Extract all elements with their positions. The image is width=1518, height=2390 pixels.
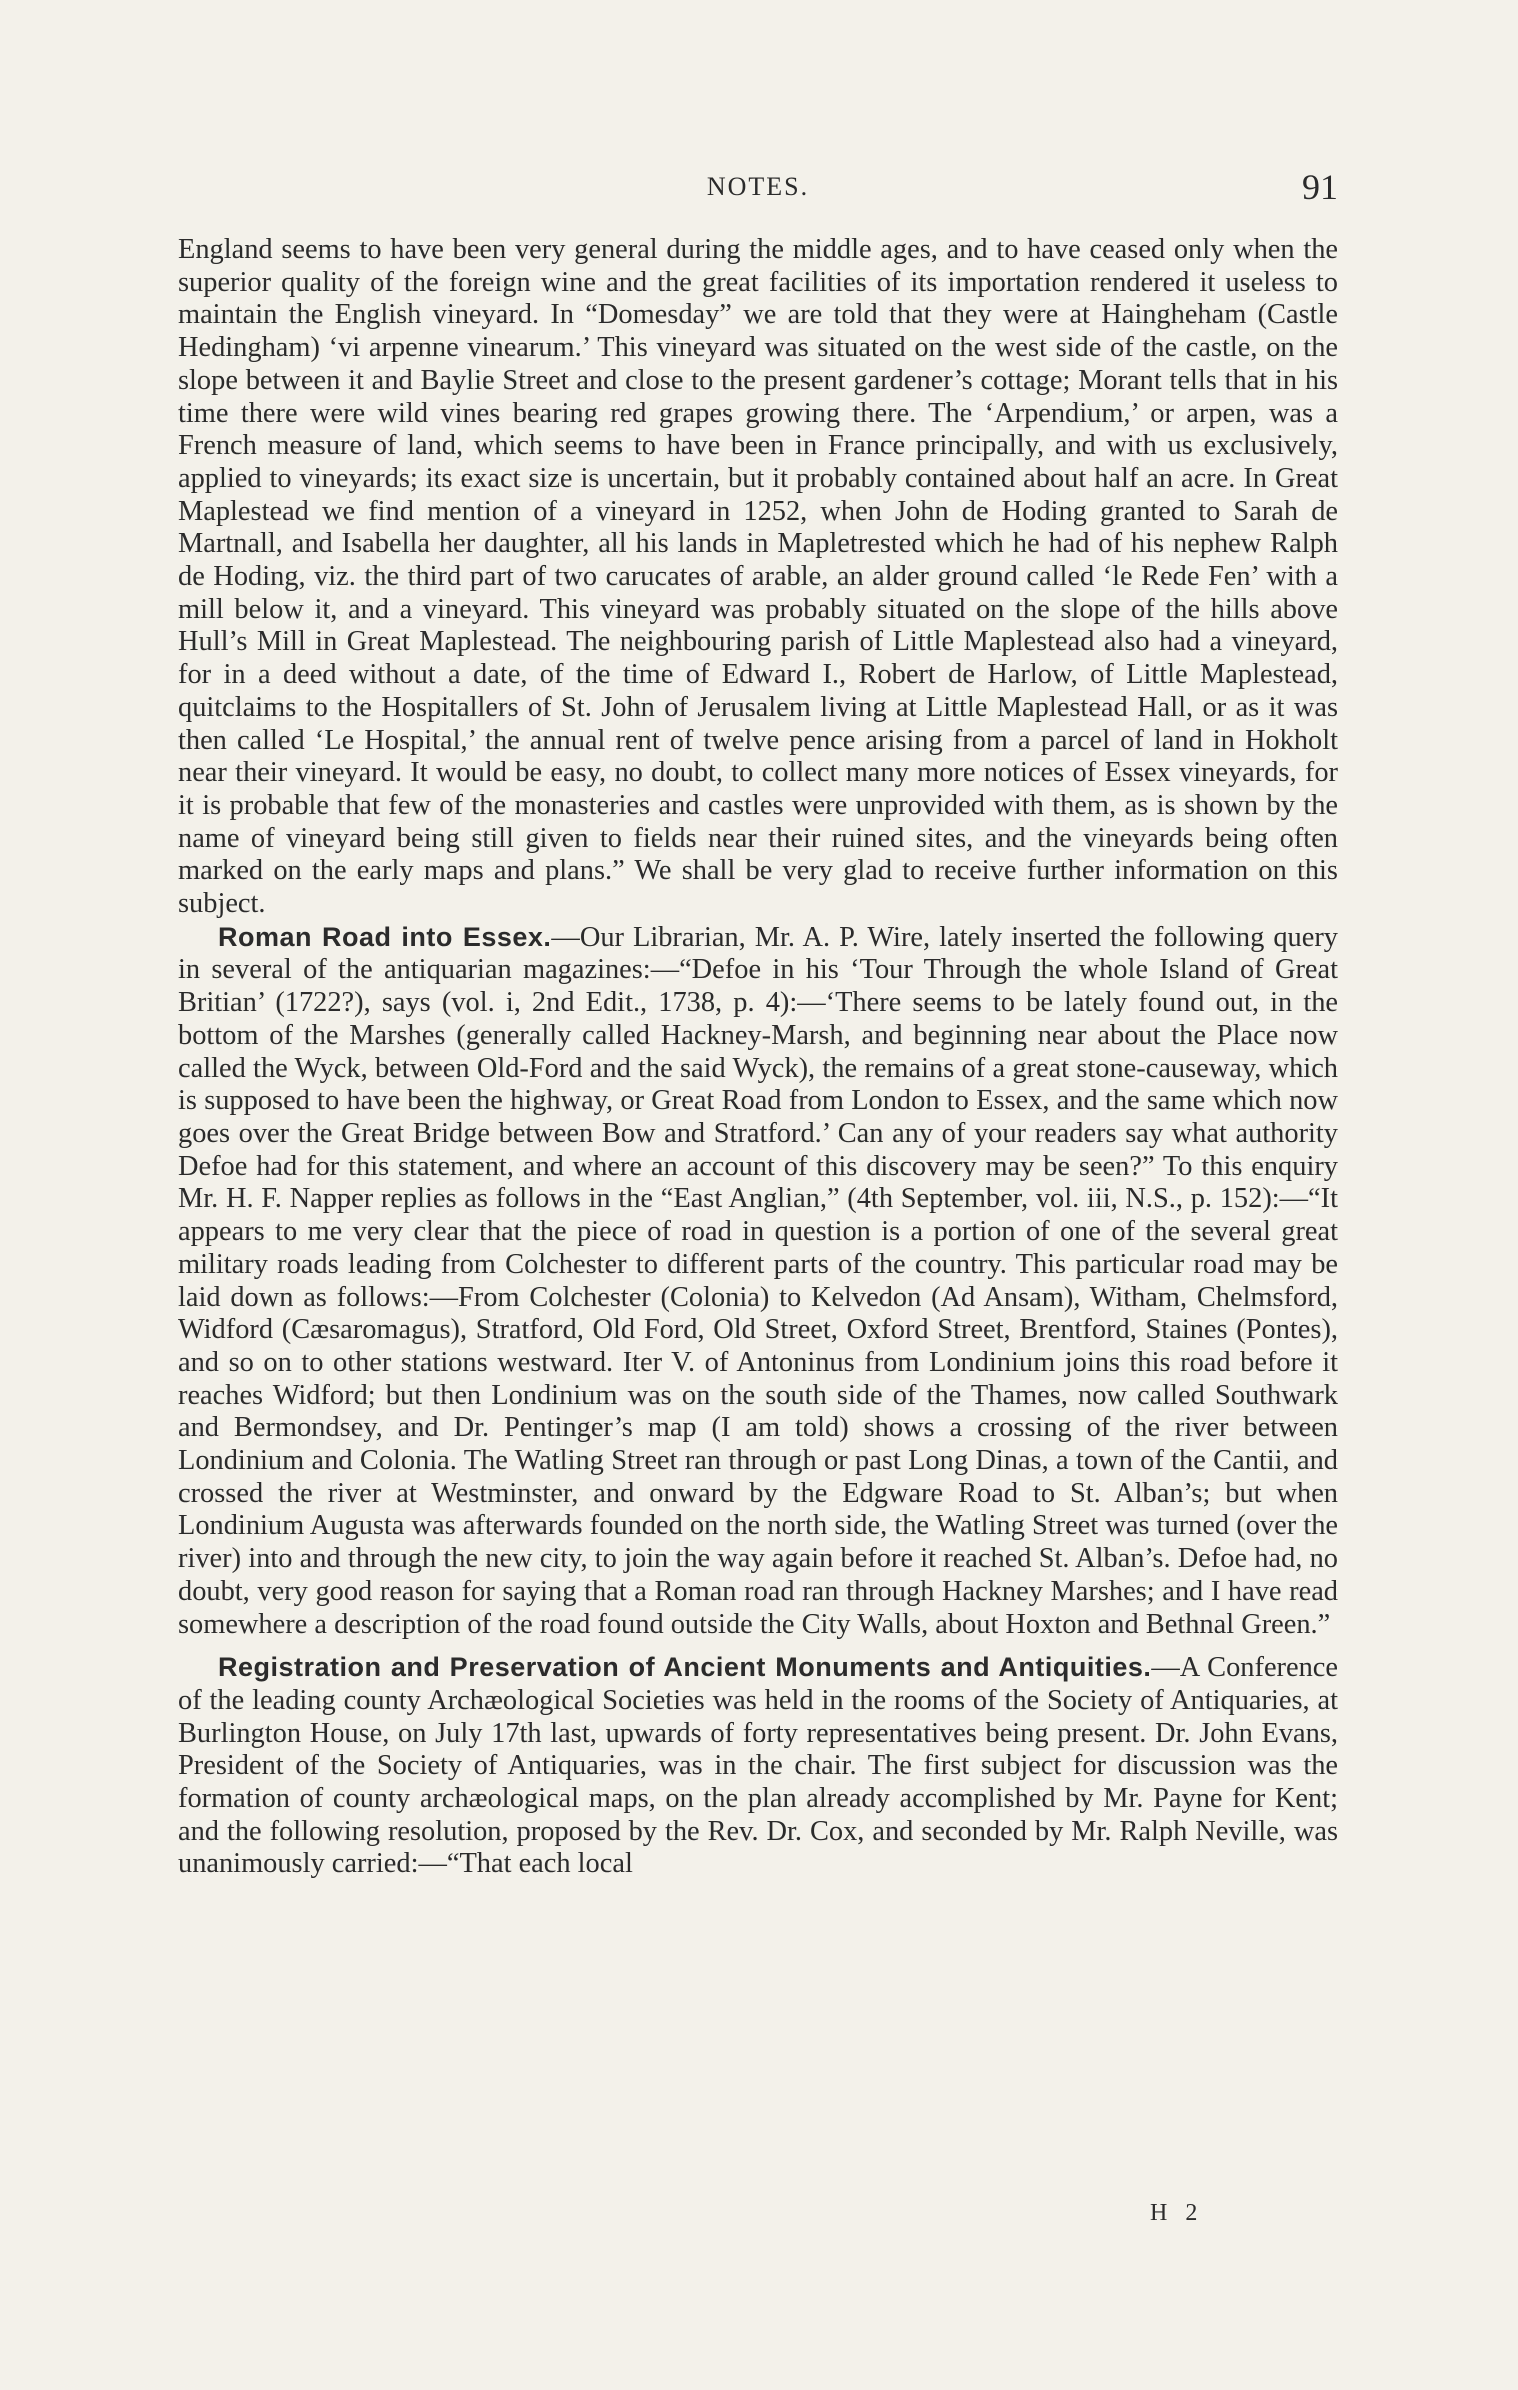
running-head-title: NOTES. <box>706 172 810 201</box>
section-heading-roman-road: Roman Road into Essex. <box>218 921 552 952</box>
section-registration <box>178 1651 1338 1881</box>
body-text <box>178 234 1338 1881</box>
paragraph-vineyards: England seems to have been very general during the middle ages, and to have ceased only when the superior quality of the foreign wine and the great facilities of its importation rendered it useless to maintain the English vineyard. In “Domesday” we are told that they were at Haingheham (Castle Hedingham) ‘vi arpenne vinearum.’ This vineyard was situated on the west side of the castle, on the slope between it and Baylie Street and close to the present gardener’s cottage; Morant tells that in his time there were wild vines bearing red grapes growing there. The ‘Arpendium,’ or arpen, was a French measure of land, which seems to have been in France principally, and with us exclusively, applied to vineyards; its exact size is uncertain, but it probably contained about half an acre. In Great Maplestead we find mention of a vineyard in 1252, when John de Hoding granted to Sarah de Martnall, and Isabella her daughter, all his lands in Mapletrested which he had of his nephew Ralph de Hoding, viz. the third part of two carucates of arable, an alder ground called ‘le Rede Fen’ with a mill below it, and a vineyard. This vineyard was probably situated on the slope of the hills above Hull’s Mill in Great Maplestead. The neighbouring parish of Little Maplestead also had a vineyard, for in a deed without a date, of the time of Edward I., Robert de Harlow, of Little Maplestead, quitclaims to the Hospitallers of St. John of Jerusalem living at Little Maplestead Hall, or as it was then called ‘Le Hospital,’ the annual rent of twelve pence arising from a parcel of land in Hokholt near their vineyard. It would be easy, no doubt, to collect many more notices of Essex vineyards, for it is probable that few of the monasteries and castles were unprovided with them, as is shown by the name of vineyard being still given to fields near their ruined sites, and the vineyards being often marked on the early maps and plans.” We shall be very glad to receive further information on this subject. <box>178 234 1338 920</box>
section-heading-registration: Registration and Preservation of Ancient Monuments and Antiquities. <box>218 1652 1152 1683</box>
signature-mark: H 2 <box>1150 2200 1204 2226</box>
section-roman-road <box>178 921 1338 1641</box>
section-body-registration: —A Conference of the leading county Archæological Societies was held in the rooms of the Society of Antiquaries, at Burlington House, on July 17th last, upwards of forty representatives being present. Dr. John Evans, President of the Society of Antiquaries, was in the chair. The first subject for discussion was the formation of county archæological maps, on the plan already accomplished by Mr. Payne for Kent; and the following resolution, proposed by the Rev. Dr. Cox, and seconded by Mr. Ralph Neville, was unanimously carried:—“That each local <box>178 1652 1338 1880</box>
running-head <box>178 166 1338 210</box>
section-body-roman-road: —Our Librarian, Mr. A. P. Wire, lately inserted the following query in several of the antiquarian magazines:—“Defoe in his ‘Tour Through the whole Island of Great Britian’ (1722?), says (vol. i, 2nd Edit., 1738, p. 4):—‘There seems to be lately found out, in the bottom of the Marshes (generally called Hackney-Marsh, and beginning near about the Place now called the Wyck, between Old-Ford and the said Wyck), the remains of a great stone-causeway, which is supposed to have been the highway, or Great Road from London to Essex, and the same which now goes over the Great Bridge between Bow and Stratford.’ Can any of your readers say what authority Defoe had for this statement, and where an account of this discovery may be seen?” To this enquiry Mr. H. F. Napper replies as follows in the “East Anglian,” (4th September, vol. iii, N.S., p. 152):—“It appears to me very clear that the piece of road in question is a portion of one of the several great military roads leading from Colchester to different parts of the country. This particular road may be laid down as follows:—From Colchester (Colonia) to Kelvedon (Ad Ansam), Witham, Chelmsford, Widford (Cæsaromagus), Stratford, Old Ford, Old Street, Oxford Street, Brentford, Staines (Pontes), and so on to other stations westward. Iter V. of Antoninus from Londinium joins this road before it reaches Widford; but then Londinium was on the south side of the Thames, now called Southwark and Bermondsey, and Dr. Pentinger’s map (I am told) shows a crossing of the river between Londinium and Colonia. The Watling Street ran through or past Long Dinas, a town of the Cantii, and crossed the river at Westminster, and onward by the Edgware Road to St. Alban’s; but when Londinium Augusta was afterwards founded on the north side, the Watling Street was turned (over the river) into and through the new city, to join the way again before it reached St. Alban’s. Defoe had, no doubt, very good reason for saying that a Roman road ran through Hackney Marshes; and I have read somewhere a description of the road found outside the City Walls, about Hoxton and Bethnal Green.” <box>178 921 1338 1640</box>
page-number: 91 <box>1302 167 1338 207</box>
